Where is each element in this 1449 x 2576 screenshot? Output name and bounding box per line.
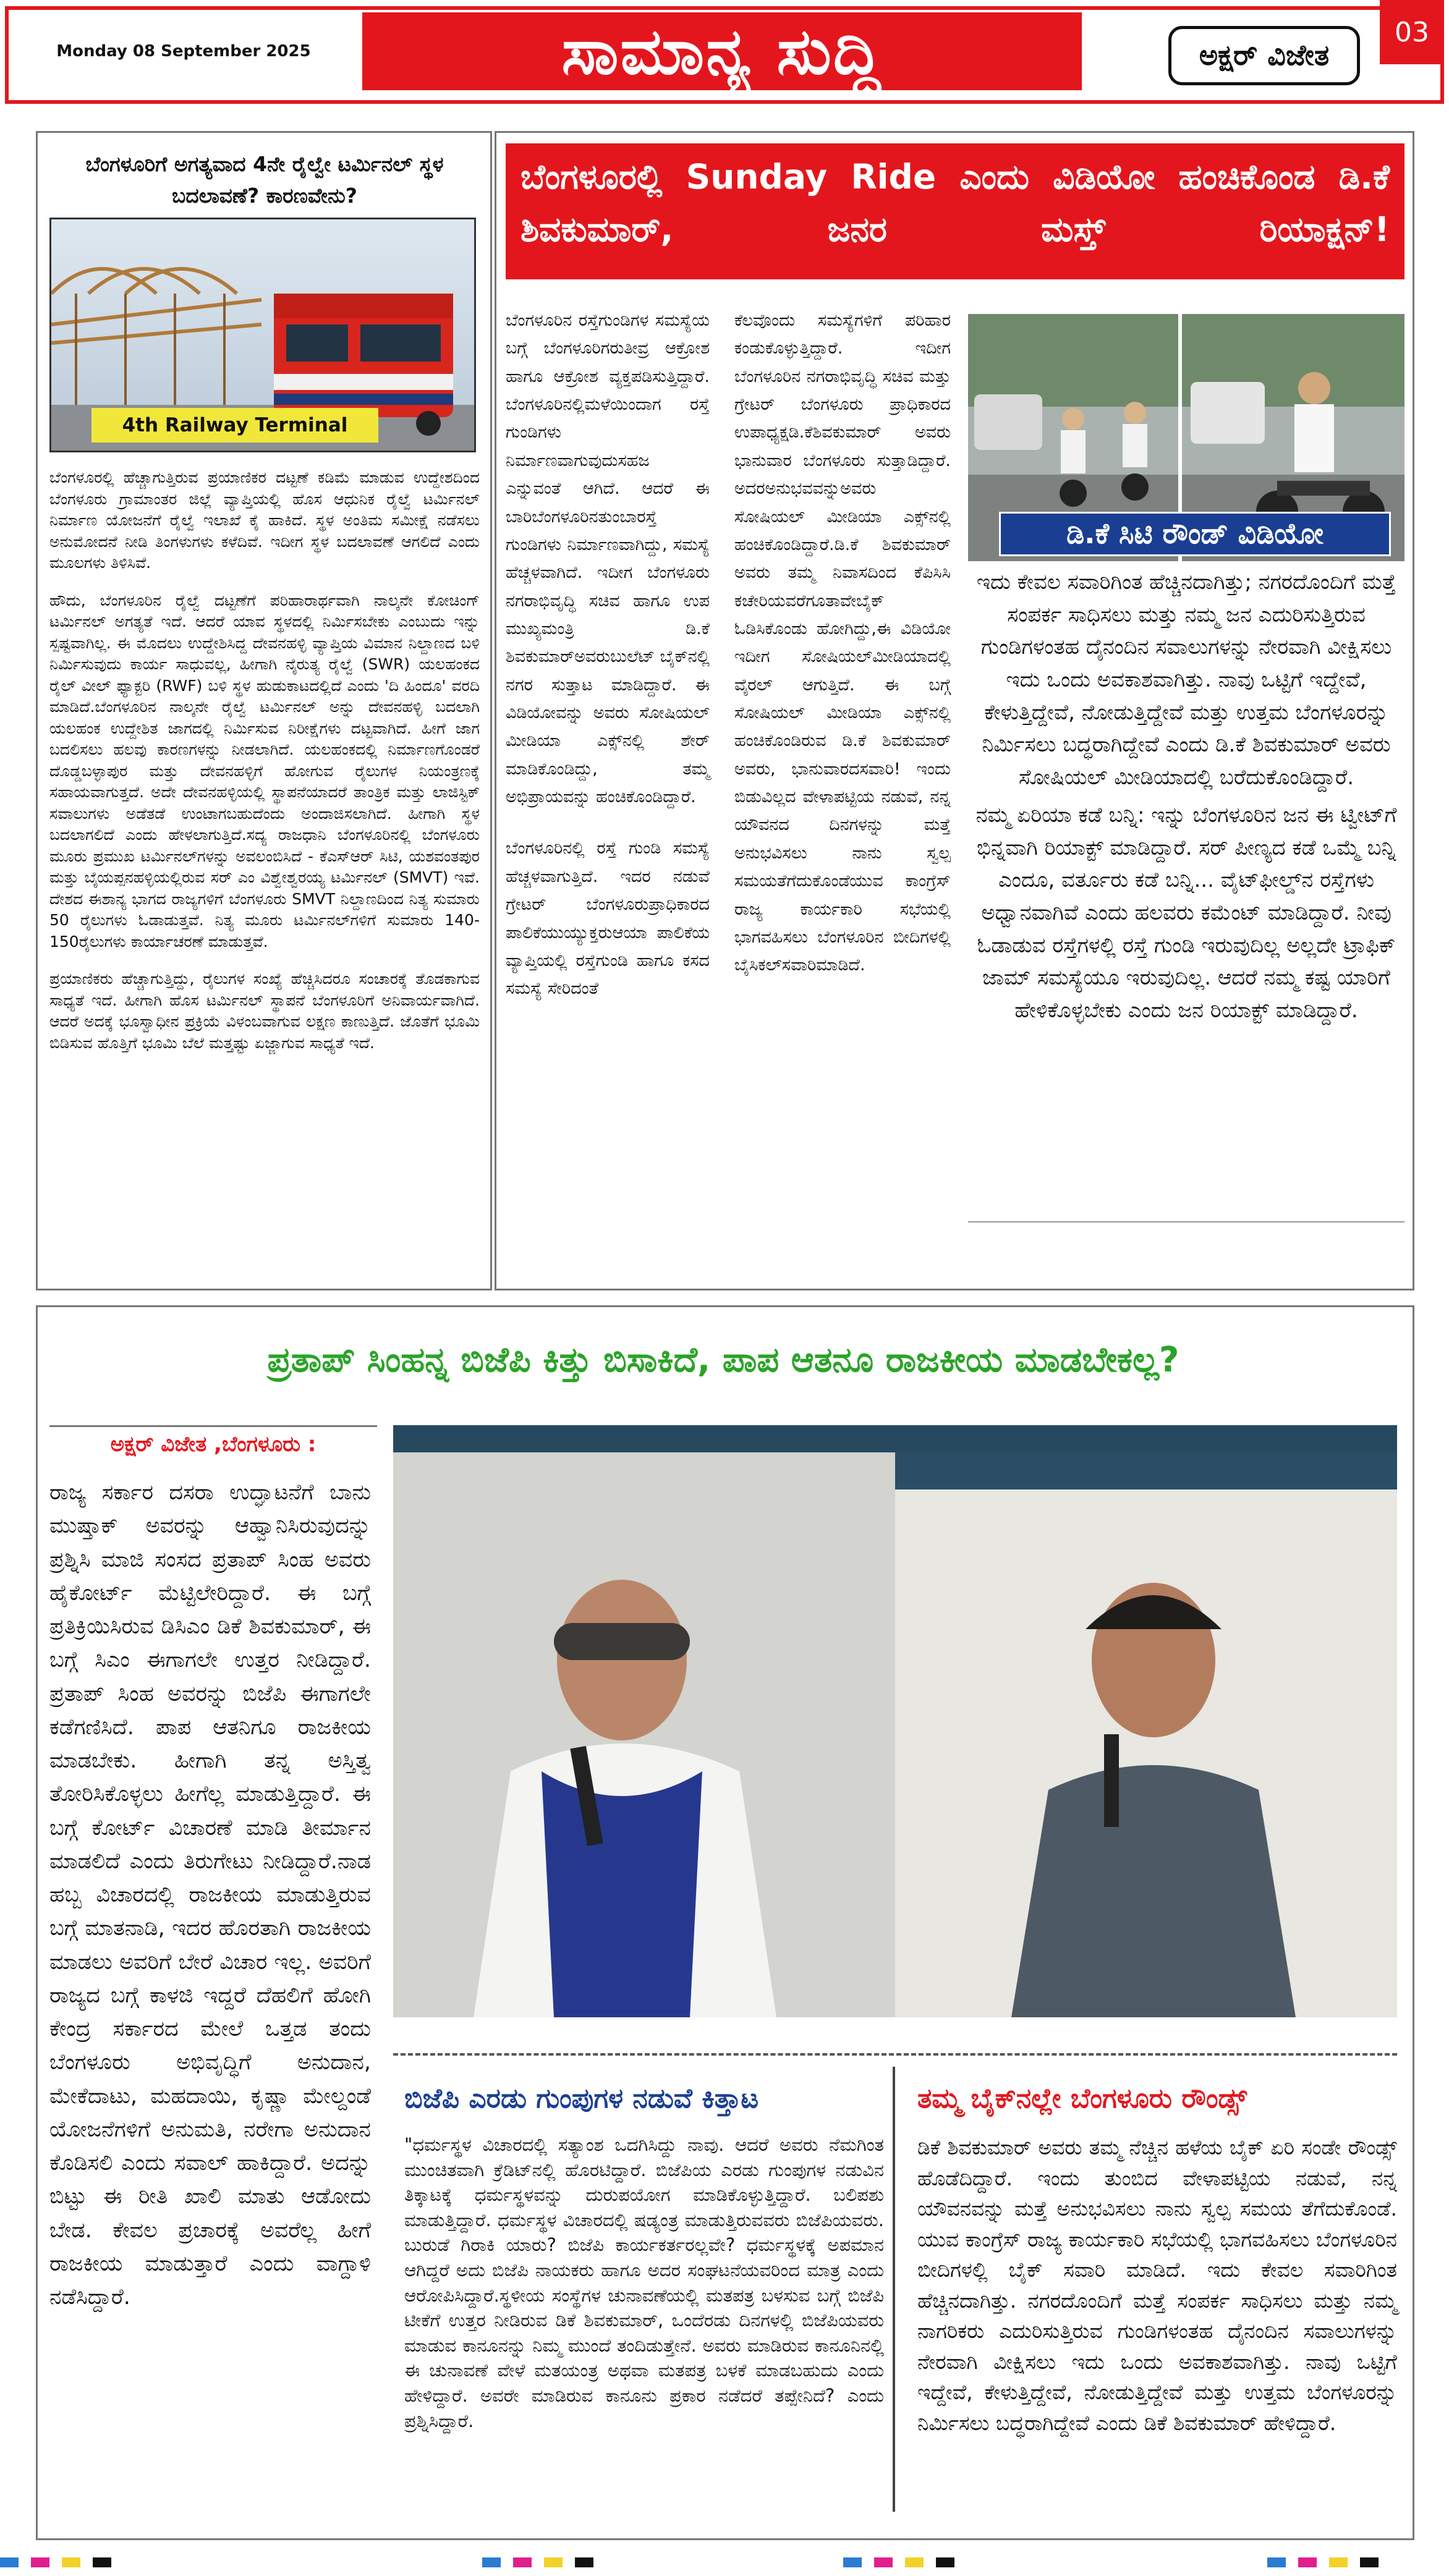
railway-article-body [49,467,480,1070]
color-swatch [482,2557,501,2567]
railway-article-title: ಬೆಂಗಳೂರಿಗೆ ಅಗತ್ಯವಾದ 4ನೇ ರೈಲ್ವೇ ಟರ್ಮಿನಲ್ ಸ್ಥಳ ಬದಲಾವಣೆ? ಕಾರಣವೇನು? [85,152,444,208]
paragraph: ಕೆಲವೊಂದು ಸಮಸ್ಯೆಗಳಿಗೆ ಪರಿಹಾರ ಕಂಡುಕೊಳ್ಳುತ್ತಿದ್ದಾರೆ. ಇದೀಗ ಬೆಂಗಳೂರಿನ ನಗರಾಭಿವೃದ್ಧಿ ಸಚಿವ ಮತ್ತು ಗ್ರೇಟರ್ ಬೆಂಗಳೂರು ಪ್ರಾಧಿಕಾರದ ಉಪಾಧ್ಯಕ್ಷಡಿ.ಕೆಶಿವಕುಮಾರ್ ಅವರು ಭಾನುವಾರ ಬೆಂಗಳೂರು ಸುತ್ತಾಡಿದ್ದಾರೆ. ಅದರಅನುಭವವನ್ನುಅವರು ಸೋಷಿಯಲ್ ಮೀಡಿಯಾ ಎಕ್ಸ್‌ನಲ್ಲಿ ಹಂಚಿಕೊಂಡಿದ್ದಾರೆ.ಡಿ.ಕೆ ಶಿವಕುಮಾರ್ ಅವರು ತಮ್ಮ ನಿವಾಸದಿಂದ ಕೆಪಿಸಿಸಿ ಕಚೇರಿಯವರೆಗೂತಾವೇಬೈಕ್ ಓಡಿಸಿಕೊಂಡು ಹೋಗಿದ್ದು,ಈ ವಿಡಿಯೋ ಇದೀಗ ಸೋಷಿಯಲ್‌ಮೀಡಿಯಾದಲ್ಲಿ ವೈರಲ್ ಆಗುತ್ತಿದೆ. ಈ ಬಗ್ಗೆ ಸೋಷಿಯಲ್ ಮೀಡಿಯಾ ಎಕ್ಸ್‌ನಲ್ಲಿ ಹಂಚಿಕೊಂಡಿರುವ ಡಿ.ಕೆ ಶಿವಕುಮಾರ್ ಅವರು, ಭಾನುವಾರದಸವಾರಿ! ಇಂದು ಬಿಡುವಿಲ್ಲದ ವೇಳಾಪಟ್ಟಿಯ ನಡುವೆ, ನನ್ನ ಯೌವನದ ದಿನಗಳನ್ನು ಮತ್ತೆ ಅನುಭವಿಸಲು ನಾನು ಸ್ವಲ್ಪ ಸಮಯತೆಗೆದುಕೊಂಡೆಯುವ ಕಾಂಗ್ರೆಸ್ ರಾಜ್ಯ ಕಾರ್ಯಕಾರಿ ಸಭೆಯಲ್ಲಿ ಭಾಗವಹಿಸಲು ಬೆಂಗಳೂರಿನ ಬೀದಿಗಳಲ್ಲಿ ಬೈಸಿಕಲ್‌ಸವಾರಿಮಾಡಿದೆ. [734,311,951,975]
color-swatch [0,2557,19,2567]
leaders-photo-illustration [393,1425,1397,2017]
byline: ಅಕ್ಷರ್ ವಿಜೇತ ,ಬೆಂಗಳೂರು : [49,1425,377,1461]
sub-article-body: "ಧರ್ಮಸ್ಥಳ ವಿಚಾರದಲ್ಲಿ ಸತ್ಯಾಂಶ ಒದಗಿಸಿದ್ದು ನಾವು. ಆದರೆ ಅವರು ನೆಮಗಿಂತ ಮುಂಚಿತವಾಗಿ ಕ್ರೆಡಿಟ್‌ನಲ್ಲಿ ಹೊರಟಿದ್ದಾರೆ. ಬಿಜೆಪಿಯ ಎರಡು ಗುಂಪುಗಳ ನಡುವಿನ ತಿಕ್ಕಾಟಕ್ಕೆ ಧರ್ಮಸ್ಥಳವನ್ನು ದುರುಪಯೋಗ ಮಾಡಿಕೊಳ್ಳುತ್ತಿದ್ದಾರೆ. ಬಲಿಪಶು ಮಾಡುತ್ತಿದ್ದಾರೆ. ಧರ್ಮಸ್ಥಳ ವಿಚಾರದಲ್ಲಿ ಷಡ್ಯಂತ್ರ ಮಾಡುತ್ತಿರುವವರು ಬಿಜೆಪಿಯವರು. ಬುರುಡೆ ಗಿರಾಕಿ ಯಾರು? ಬಿಜೆಪಿ ಕಾರ್ಯಕರ್ತರಲ್ಲವೇ? ಧರ್ಮಸ್ಥಳಕ್ಕೆ ಅಪಮಾನ ಆಗಿದ್ದರೆ ಅದು ಬಿಜೆಪಿ ನಾಯಕರು ಹಾಗೂ ಅದರ ಸಂಘಟನೆಯವರಿಂದ ಮಾತ್ರ ಎಂದು ಆರೋಪಿಸಿದ್ದಾರೆ.ಸ್ಥಳೀಯ ಸಂಸ್ಥೆಗಳ ಚುನಾವಣೆಯಲ್ಲಿ ಮತಪತ್ರ ಬಳಸುವ ಬಗ್ಗೆ ಬಿಜೆಪಿ ಟೀಕೆಗೆ ಉತ್ತರ ನೀಡಿರುವ ಡಿಕೆ ಶಿವಕುಮಾರ್, ಒಂದೆರಡು ದಿನಗಳಲ್ಲಿ ಬಿಜೆಪಿಯವರು ಮಾಡುವ ಕಾನೂನನ್ನು ನಿಮ್ಮ ಮುಂದೆ ತಂದಿಡುತ್ತೇನೆ. ಅವರು ಮಾಡಿರುವ ಕಾನೂನಿನಲ್ಲಿ ಈ ಚುನಾವಣೆ ವೇಳೆ ಮತಯಂತ್ರ ಅಥವಾ ಮತಪತ್ರ ಬಳಕೆ ಮಾಡಬಹುದು ಎಂದು ಹೇಳಿದ್ದಾರೆ. ಅವರೇ ಮಾಡಿರುವ ಕಾನೂನು ಪ್ರಕಾರ ನಡೆದರೆ ತಪ್ಪೇನಿದೆ? ಎಂದು ಪ್ರಶ್ನಿಸಿದ್ದಾರೆ. [404,2134,884,2431]
masthead-banner [362,12,1082,90]
sub-article-body: ಡಿಕೆ ಶಿವಕುಮಾರ್ ಅವರು ತಮ್ಮ ನೆಚ್ಚಿನ ಹಳೆಯ ಬೈಕ್ ಏರಿ ಸಂಡೇ ರೌಂಡ್ಸ್ ಹೊಡೆದಿದ್ದಾರೆ. ಇಂದು ತುಂಬಿದ ವೇಳಾಪಟ್ಟಿಯ ನಡುವೆ, ನನ್ನ ಯೌವನವನ್ನು ಮತ್ತೆ ಅನುಭವಿಸಲು ನಾನು ಸ್ವಲ್ಪ ಸಮಯ ತೆಗೆದುಕೊಂಡೆ. ಯುವ ಕಾಂಗ್ರೆಸ್ ರಾಜ್ಯ ಕಾರ್ಯಕಾರಿ ಸಭೆಯಲ್ಲಿ ಭಾಗವಹಿಸಲು ಬೆಂಗಳೂರಿನ ಬೀದಿಗಳಲ್ಲಿ ಬೈಕ್ ಸವಾರಿ ಮಾಡಿದೆ. ಇದು ಕೇವಲ ಸವಾರಿಗಿಂತ ಹೆಚ್ಚಿನದಾಗಿತ್ತು. ನಗರದೊಂದಿಗೆ ಮತ್ತೆ ಸಂಪರ್ಕ ಸಾಧಿಸಲು ಮತ್ತು ನಮ್ಮ ನಾಗರಿಕರು ಎದುರಿಸುತ್ತಿರುವ ಗುಂಡಿಗಳಂತಹ ದೈನಂದಿನ ಸವಾಲುಗಳನ್ನು ನೇರವಾಗಿ ವೀಕ್ಷಿಸಲು ಇದು ಒಂದು ಅವಕಾಶವಾಗಿತ್ತು. ನಾವು ಒಟ್ಟಿಗೆ ಇದ್ದೇವೆ, ಕೇಳುತ್ತಿದ್ದೇವೆ, ನೋಡುತ್ತಿದ್ದೇವೆ ಮತ್ತು ಉತ್ತಮ ಬೆಂಗಳೂರನ್ನು ನಿರ್ಮಿಸಲು ಬದ್ಧರಾಗಿದ್ದೇವೆ ಎಂದು ಡಿಕೆ ಶಿವಕುಮಾರ್ ಹೇಳಿದ್ದಾರೆ. [917,2135,1397,2435]
ride-article-column-3 [968,566,1404,1032]
color-swatch [1360,2557,1379,2567]
ride-article-column-1 [506,307,710,1027]
bike-ride-photo-caption: ಡಿ.ಕೆ ಸಿಟಿ ರೌಂಡ್ ವಿಡಿಯೋ [999,512,1391,556]
paragraph: ನಮ್ಮ ಏರಿಯಾ ಕಡೆ ಬನ್ನಿ: ಇನ್ನು ಬೆಂಗಳೂರಿನ ಜನ ಈ ಟ್ವೀಟ್‌ಗೆ ಭಿನ್ನವಾಗಿ ರಿಯಾಕ್ಟ್ ಮಾಡಿದ್ದಾರೆ. ಸರ್ ಪೀಣ್ಯದ ಕಡೆ ಒಮ್ಮೆ ಬನ್ನಿ ಎಂದೂ, ವರ್ತೂರು ಕಡೆ ಬನ್ನಿ... ವೈಟ್‌ಫೀಲ್ಡ್‌ನ ರಸ್ತೆಗಳು ಅಧ್ವಾನವಾಗಿವೆ ಎಂದು ಹಲವರು ಕಮೆಂಟ್ ಮಾಡಿದ್ದಾರೆ. ನೀವು ಓಡಾಡುವ ರಸ್ತೆಗಳಲ್ಲಿ ರಸ್ತೆ ಗುಂಡಿ ಇರುವುದಿಲ್ಲ ಅಲ್ಲದೇ ಟ್ರಾಫಿಕ್ ಜಾಮ್ ಸಮಸ್ಯೆಯೂ ಇರುವುದಿಲ್ಲ. ಆದರೆ ನಮ್ಮ ಕಷ್ಟ ಯಾರಿಗೆ ಹೇಳಿಕೊಳ್ಳಬೇಕು ಎಂದು ಜನ ರಿಯಾಕ್ಟ್ ಮಾಡಿದ್ದಾರೆ. [975,802,1397,1023]
color-swatch [544,2557,563,2567]
ride-article-column-2 [734,307,951,1003]
sub-article-title: ಬಿಜೆಪಿ ಎರಡು ಗುಂಪುಗಳ ನಡುವೆ ಕಿತ್ತಾಟ [404,2083,759,2114]
section-divider [393,2053,1397,2056]
paragraph: ಪ್ರಯಾಣಿಕರು ಹೆಚ್ಚಾಗುತ್ತಿದ್ದು, ರೈಲುಗಳ ಸಂಖ್ಯೆ ಹೆಚ್ಚಿಸಿದರೂ ಸಂಚಾರಕ್ಕೆ ತೊಡಕಾಗುವ ಸಾಧ್ಯತೆ ಇದೆ. ಹೀಗಾಗಿ ಹೊಸ ಟರ್ಮಿನಲ್ ಸ್ಥಾಪನೆ ಬೆಂಗಳೂರಿಗೆ ಅನಿವಾರ್ಯವಾಗಿದೆ. ಆದರೆ ಅದಕ್ಕೆ ಭೂಸ್ವಾಧೀನ ಪ್ರಕ್ರಿಯೆ ವಿಳಂಬವಾಗುವ ಲಕ್ಷಣ ಕಾಣುತ್ತಿದೆ. ಜೊತೆಗೆ ಭೂಮಿ ಬಿಡಿಸುವ ಹೊತ್ತಿಗೆ ಭೂಮಿ ಬೆಲೆ ಮತ್ತಷ್ಟು ಏಜ್ಜಾಗುವ ಸಾಧ್ಯತೆ ಇದೆ. [49,970,480,1052]
page-number: 03 [1380,0,1444,64]
color-swatch [936,2557,954,2567]
color-swatch [31,2557,49,2567]
ride-article-headline: ಬೆಂಗಳೂರಲ್ಲಿ Sunday Ride ಎಂದು ವಿಡಿಯೋ ಹಂಚಿಕೊಂಡ ಡಿ.ಕೆ ಶಿವಕುಮಾರ್, ಜನರ ಮಸ್ತ್ ರಿಯಾಕ್ಷನ್! [506,143,1404,279]
color-swatch [513,2557,532,2567]
color-swatch [1298,2557,1317,2567]
color-swatch [1267,2557,1286,2567]
brand-logo: ಅಕ್ಷರ್ ವಿಜೇತ [1168,26,1360,85]
section-title: ಸಾಮಾನ್ಯ ಸುದ್ದಿ [561,14,883,89]
color-swatch [575,2557,593,2567]
column-divider [968,1221,1404,1222]
paragraph: ಹೌದು, ಬೆಂಗಳೂರಿನ ರೈಲ್ವೆ ದಟ್ಟಣೆಗೆ ಪರಿಹಾರಾರ್ಥವಾಗಿ ನಾಲ್ಕನೇ ಕೋಚಿಂಗ್ ಟರ್ಮಿನಲ್ ಅಗತ್ಯತೆ ಇದೆ. ಆದರೆ ಯಾವ ಸ್ಥಳದಲ್ಲಿ ನಿರ್ಮಿಸಬೇಕು ಎಂಬುದು ಇನ್ನು ಸ್ಪಷ್ಟವಾಗಿಲ್ಲ. ಈ ಮೊದಲು ಉದ್ದೇಶಿಸಿದ್ದ ದೇವನಹಳ್ಳಿ ವ್ಯಾಪ್ತಿಯ ವಿಮಾನ ನಿಲ್ದಾಣದ ಬಳಿ ನಿರ್ಮಿಸುವುದು ಕಾರ್ಯ ಸಾಧುವಲ್ಲ, ಹೀಗಾಗಿ ನೈರುತ್ಯ ರೈಲ್ವೆ (SWR) ಯಲಹಂಕದ ರೈಲ್ ವೀಲ್ ಫ್ಯಾಕ್ಟರಿ (RWF) ಬಳಿ ಸ್ಥಳ ಹುಡುಕಾಟದಲ್ಲಿದೆ ಎಂದು 'ದಿ ಹಿಂದೂ' ವರದಿ ಮಾಡಿದೆ.ಬೆಂಗಳೂರಿನ ನಾಲ್ಕನೇ ರೈಲ್ವೆ ಟರ್ಮಿನಲ್ ಅನ್ನು ದೇವನಹಳ್ಳಿ ಬದಲಾಗಿ ಯಲಹಂಕ ಉದ್ದೇಶಿತ ಜಾಗದಲ್ಲಿ ನಿರ್ಮಿಸುವ ನಿರೀಕ್ಷೆಗಳು ದಟ್ಟವಾಗಿದೆ. ಹೀಗೆ ಜಾಗ ಬದಲಿಸಲು ಹಲವು ಕಾರಣಗಳನ್ನು ನೀಡಲಾಗಿದೆ. ಯಲಹಂಕದಲ್ಲಿ ನಿರ್ಮಾಣಗೊಂಡರೆ ದೊಡ್ಡಬಳ್ಳಾಪುರ ಮತ್ತು ದೇವನಹಳ್ಳಿಗೆ ಹೋಗುವ ರೈಲುಗಳ ನಿಯಂತ್ರಣಕ್ಕೆ ಸಹಾಯವಾಗುತ್ತದೆ. ಅದೇ ದೇವನಹಳ್ಳಿಯಲ್ಲಿ ಸ್ಥಾಪನೆಯಾದರೆ ತಾಂತ್ರಿಕ ಮತ್ತು ಲಾಜಿಸ್ಟಿಕ್ ಸವಾಲುಗಳು ಅಡೆತಡೆ ಉಂಟಾಗಬಹುದೆಂದು ಅಂದಾಜಿಸಲಾಗಿದೆ. ಹೀಗಾಗಿ ಸ್ಥಳ ಬದಲಾಗಲಿದೆ ಎಂದು ಹೇಳಲಾಗುತ್ತಿದೆ.ಸದ್ಯ ರಾಜಧಾನಿ ಬೆಂಗಳೂರಿನಲ್ಲಿ ಬೆಂಗಳೂರು ಮೂರು ಪ್ರಮುಖ ಟರ್ಮಿನಲ್‌ಗಳನ್ನು ಅವಲಂಬಿಸಿದೆ - ಕೆಎಸ್‌ಆರ್ ಸಿಟಿ, ಯಶವಂತಪುರ ಮತ್ತು ಬೈಯಪ್ಪನಹಳ್ಳಿಯಲ್ಲಿರುವ ಸರ್ ಎಂ ವಿಶ್ವೇಶ್ವರಯ್ಯ ಟರ್ಮಿನಲ್ (SMVT) ಇವೆ. ದೇಶದ ಈಶಾನ್ಯ ಭಾಗದ ರಾಜ್ಯಗಳಿಗೆ ಬೆಂಗಳೂರು SMVT ನಿಲ್ದಾಣದಿಂದ ನಿತ್ಯ ಸುಮಾರು 50 ರೈಲುಗಳು ಓಡಾಡುತ್ತವೆ. ನಿತ್ಯ ಮೂರು ಟರ್ಮಿನಲ್‌ಗಳಿಗೆ ಸುಮಾರು 140- 150ರೈಲುಗಳು ಕಾರ್ಯಾಚರಣೆ ಮಾಡುತ್ತವೆ. [49,591,480,951]
paragraph: ಇದು ಕೇವಲ ಸವಾರಿಗಿಂತ ಹೆಚ್ಚಿನದಾಗಿತ್ತು; ನಗರದೊಂದಿಗೆ ಮತ್ತೆ ಸಂಪರ್ಕ ಸಾಧಿಸಲು ಮತ್ತು ನಮ್ಮ ಜನ ಎದುರಿಸುತ್ತಿರುವ ಗುಂಡಿಗಳಂತಹ ದೈನಂದಿನ ಸವಾಲುಗಳನ್ನು ನೇರವಾಗಿ ವೀಕ್ಷಿಸಲು ಇದು ಒಂದು ಅವಕಾಶವಾಗಿತ್ತು. ನಾವು ಒಟ್ಟಿಗೆ ಇದ್ದೇವೆ, ಕೇಳುತ್ತಿದ್ದೇವೆ, ನೋಡುತ್ತಿದ್ದೇವೆ ಮತ್ತು ಉತ್ತಮ ಬೆಂಗಳೂರನ್ನು ನಿರ್ಮಿಸಲು ಬದ್ಧರಾಗಿದ್ದೇವೆ ಎಂದು ಡಿ.ಕೆ ಶಿವಕುಮಾರ್ ಅವರು ಸೋಷಿಯಲ್ ಮೀಡಿಯಾದಲ್ಲಿ ಬರೆದುಕೊಂಡಿದ್ದಾರೆ. [976,570,1396,790]
color-swatch [905,2557,924,2567]
paragraph: ಬೆಂಗಳೂರಲ್ಲಿ ಹೆಚ್ಚಾಗುತ್ತಿರುವ ಪ್ರಯಾಣಿಕರ ದಟ್ಟಣೆ ಕಡಿಮೆ ಮಾಡುವ ಉದ್ದೇಶದಿಂದ ಬೆಂಗಳೂರು ಗ್ರಾಮಾಂತರ ಜಿಲ್ಲೆ ವ್ಯಾಪ್ತಿಯಲ್ಲಿ ಹೊಸ ಆಧುನಿಕ ರೈಲ್ವೆ ಟರ್ಮಿನಲ್ ನಿರ್ಮಾಣ ಯೋಜನೆಗೆ ರೈಲ್ವೆ ಇಲಾಖೆ ಕೈ ಹಾಕಿದೆ. ಸ್ಥಳ ಅಂತಿಮ ಸಮೀಕ್ಷೆ ನಡೆಸಲು ಅನುಮೋದನೆ ನೀಡಿ ತಿಂಗಳುಗಳು ಕಳೆದಿವೆ. ಇದೀಗ ಸ್ಥಳ ಬದಲಾವಣೆ ಆಗಲಿದೆ ಎಂದು ಮೂಲಗಳು ತಿಳಿಸಿವೆ. [49,468,480,572]
railway-photo-caption: 4th Railway Terminal [91,408,378,443]
lower-article-body: ರಾಜ್ಯ ಸರ್ಕಾರ ದಸರಾ ಉದ್ಘಾಟನೆಗೆ ಬಾನು ಮುಷ್ತಾಕ್ ಅವರನ್ನು ಆಹ್ವಾನಿಸಿರುವುದನ್ನು ಪ್ರಶ್ನಿಸಿ ಮಾಜಿ ಸಂಸದ ಪ್ರತಾಪ್ ಸಿಂಹ ಅವರು ಹೈಕೋರ್ಟ್ ಮೆಟ್ಟಿಲೇರಿದ್ದಾರೆ. ಈ ಬಗ್ಗೆ ಪ್ರತಿಕ್ರಿಯಿಸಿರುವ ಡಿಸಿಎಂ ಡಿಕೆ ಶಿವಕುಮಾರ್, ಈ ಬಗ್ಗೆ ಸಿಎಂ ಈಗಾಗಲೇ ಉತ್ತರ ನೀಡಿದ್ದಾರೆ. ಪ್ರತಾಪ್ ಸಿಂಹ ಅವರನ್ನು ಬಿಜೆಪಿ ಈಗಾಗಲೇ ಕಡೆಗಣಿಸಿದೆ. ಪಾಪ ಆತನಿಗೂ ರಾಜಕೀಯ ಮಾಡಬೇಕು. ಹೀಗಾಗಿ ತನ್ನ ಅಸ್ತಿತ್ವ ತೋರಿಸಿಕೊಳ್ಳಲು ಹೀಗೆಲ್ಲ ಮಾಡುತ್ತಿದ್ದಾರೆ. ಈ ಬಗ್ಗೆ ಕೋರ್ಟ್ ವಿಚಾರಣೆ ಮಾಡಿ ತೀರ್ಮಾನ ಮಾಡಲಿದೆ ಎಂದು ತಿರುಗೇಟು ನೀಡಿದ್ದಾರೆ.ನಾಡ ಹಬ್ಬ ವಿಚಾರದಲ್ಲಿ ರಾಜಕೀಯ ಮಾಡುತ್ತಿರುವ ಬಗ್ಗೆ ಮಾತನಾಡಿ, ಇದರ ಹೊರತಾಗಿ ರಾಜಕೀಯ ಮಾಡಲು ಅವರಿಗೆ ಬೇರೆ ವಿಚಾರ ಇಲ್ಲ. ಅವರಿಗೆ ರಾಜ್ಯದ ಬಗ್ಗೆ ಕಾಳಜಿ ಇದ್ದರೆ ದೆಹಲಿಗೆ ಹೋಗಿ ಕೇಂದ್ರ ಸರ್ಕಾರದ ಮೇಲೆ ಒತ್ತಡ ತಂದು ಬೆಂಗಳೂರು ಅಭಿವೃದ್ಧಿಗೆ ಅನುದಾನ, ಮೇಕೆದಾಟು, ಮಹದಾಯಿ, ಕೃಷ್ಣಾ ಮೇಲ್ದಂಡೆ ಯೋಜನೆಗಳಿಗೆ ಅನುಮತಿ, ನರೇಗಾ ಅನುದಾನ ಕೊಡಿಸಲಿ ಎಂದು ಸವಾಲ್ ಹಾಕಿದ್ದಾರೆ. ಅದನ್ನು ಬಿಟ್ಟು ಈ ರೀತಿ ಖಾಲಿ ಮಾತು ಆಡೋದು ಬೇಡ. ಕೇವಲ ಪ್ರಚಾರಕ್ಕೆ ಅವರೆಲ್ಲ ಹೀಗೆ ರಾಜಕೀಯ ಮಾಡುತ್ತಾರೆ ಎಂದು ವಾಗ್ದಾಳಿ ನಡೆಸಿದ್ದಾರೆ. [49,1480,371,2310]
lower-article-headline: ಪ್ರತಾಪ್ ಸಿಂಹನ್ನ ಬಿಜೆಪಿ ಕಿತ್ತು ಬಿಸಾಕಿದೆ, ಪಾಪ ಆತನೂ ರಾಜಕೀಯ ಮಾಡಬೇಕಲ್ಲ? [267,1340,1179,1380]
issue-date: Monday 08 September 2025 [9,12,359,90]
color-swatch [1329,2557,1348,2567]
color-swatch [843,2557,862,2567]
paragraph: ಬೆಂಗಳೂರಿನಲ್ಲಿ ರಸ್ತೆ ಗುಂಡಿ ಸಮಸ್ಯೆ ಹೆಚ್ಚಳವಾಗುತ್ತಿದೆ. ಇದರ ನಡುವೆ ಗ್ರೇಟರ್ ಬೆಂಗಳೂರುಪ್ರಾಧಿಕಾರದ ಪಾಲಿಕೆಯುಯ್ಯುಕ್ತರುಆಯಾ ಪಾಲಿಕೆಯ ವ್ಯಾಪ್ತಿಯಲ್ಲಿ ರಸ್ತೆಗುಂಡಿ ಹಾಗೂ ಕಸದ ಸಮಸ್ಯೆ ಸೇರಿದಂತೆ [506,839,710,999]
color-swatch [62,2557,80,2567]
column-divider [893,2067,895,2512]
color-swatch [93,2557,111,2567]
leaders-photo [393,1425,1397,2017]
paragraph: ಬೆಂಗಳೂರಿನ ರಸ್ತೆಗುಂಡಿಗಳ ಸಮಸ್ಯೆಯ ಬಗ್ಗೆ ಬೆಂಗಳೂರಿಗರುತೀವ್ರ ಆಕ್ರೋಶ ಹಾಗೂ ಆಕ್ರೋಶ ವ್ಯಕ್ತಪಡಿಸುತ್ತಿದ್ದಾರೆ. ಬೆಂಗಳೂರಿನಲ್ಲಿಮಳೆಯಿಂದಾಗ ರಸ್ತೆ ಗುಂಡಿಗಳು ನಿರ್ಮಾಣವಾಗುವುದುಸಹಜ ಎನ್ನುವಂತೆ ಆಗಿದೆ. ಆದರೆ ಈ ಬಾರಿಬೆಂಗಳೂರಿನತುಂಬಾರಸ್ತೆ ಗುಂಡಿಗಳು ನಿರ್ಮಾಣವಾಗಿದ್ದು, ಸಮಸ್ಯೆ ಹೆಚ್ಚಳವಾಗಿದೆ. ಇದೀಗ ಬೆಂಗಳೂರು ನಗರಾಭಿವೃದ್ಧಿ ಸಚಿವ ಹಾಗೂ ಉಪ ಮುಖ್ಯಮಂತ್ರಿ ಡಿ.ಕೆ ಶಿವಕುಮಾರ್‌ಅವರುಬುಲೆಟ್ ಬೈಕ್‌ನಲ್ಲಿ ನಗರ ಸುತ್ತಾಟ ಮಾಡಿದ್ದಾರೆ. ಈ ವಿಡಿಯೋವನ್ನು ಅವರು ಸೋಷಿಯಲ್ ಮೀಡಿಯಾ ಎಕ್ಸ್‌ನಲ್ಲಿ ಶೇರ್ ಮಾಡಿಕೊಂಡಿದ್ದು, ತಮ್ಮ ಅಭಿಪ್ರಾಯವನ್ನು ಹಂಚಿಕೊಂಡಿದ್ದಾರೆ. [506,311,710,807]
color-swatch [874,2557,893,2567]
sub-article-title: ತಮ್ಮ ಬೈಕ್‌ನಲ್ಲೇ ಬೆಂಗಳೂರು ರೌಂಡ್ಸ್ [917,2083,1247,2114]
